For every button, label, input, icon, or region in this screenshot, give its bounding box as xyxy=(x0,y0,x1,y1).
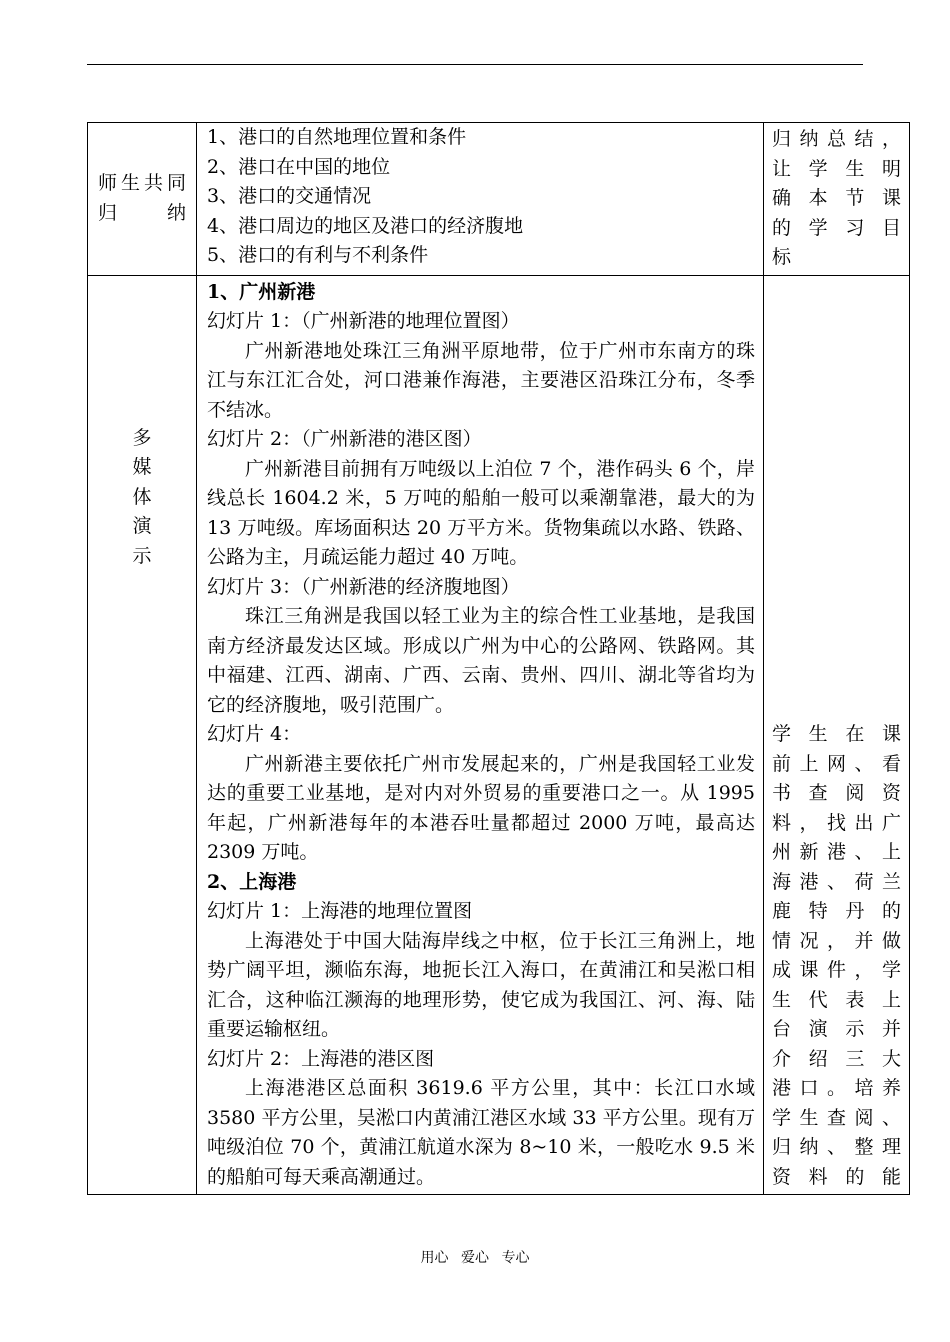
shanghai-paragraph: 上海港港区总面积 3619.6 平方公里，其中：长江口水域 3580 平方公里，吴淞口内黄浦江港区水域 33 平方公里。现有万吨级泊位 70 个，黄浦江航道水深为 8~10 米，一般吃水 9.5 米的船舶可每天乘高潮通过。 xyxy=(207,1077,755,1188)
multimedia-label-char: 演 xyxy=(132,515,152,537)
multimedia-content-cell xyxy=(197,275,764,1195)
multimedia-note-line: 情况，并做 xyxy=(772,929,901,952)
multimedia-note-line: 归纳、整理 xyxy=(772,1136,901,1158)
summary-note-cell xyxy=(764,123,910,276)
multimedia-note-line: 海港、荷兰 xyxy=(772,870,901,893)
multimedia-note-line: 生代表上 xyxy=(772,988,901,1011)
footer-text: 专心 xyxy=(501,1250,530,1266)
header-rule xyxy=(87,64,863,65)
slide-label: 幻灯片 1：（广州新港的地理位置图） xyxy=(207,310,520,332)
summary-note-line: 让学生明 xyxy=(772,157,901,180)
footer-text: 用心 xyxy=(420,1250,449,1266)
multimedia-label-char: 媒 xyxy=(132,456,152,478)
summary-item: 3、港口的交通情况 xyxy=(207,185,372,207)
multimedia-note-line: 鹿特丹的 xyxy=(772,900,901,922)
multimedia-note-line: 台演示并 xyxy=(772,1018,901,1040)
multimedia-note-cell xyxy=(764,275,910,1195)
multimedia-note-line: 介绍三大 xyxy=(772,1047,901,1070)
slide-label: 幻灯片 3：（广州新港的经济腹地图） xyxy=(207,575,520,598)
multimedia-note-line: 料，找出广 xyxy=(772,811,901,834)
multimedia-note-line: 学生在课 xyxy=(772,723,901,745)
lesson-plan-table xyxy=(87,122,910,1195)
summary-label-line2: 归 纳 xyxy=(98,201,186,224)
multimedia-note-line: 学生查阅、 xyxy=(772,1106,901,1129)
summary-note-line: 标 xyxy=(772,246,792,268)
shanghai-heading: 2、上海港 xyxy=(207,870,297,893)
slide-label: 幻灯片 1：上海港的地理位置图 xyxy=(207,900,473,922)
footer-text: 爱心 xyxy=(461,1250,489,1266)
guangzhou-paragraph: 珠江三角洲是我国以轻工业为主的综合性工业基地，是我国南方经济最发达区域。形成以广州为中心的公路网、铁路网。其中福建、江西、湖南、广西、云南、贵州、四川、湖北等省均为它的经济腹地，吸引范围广。 xyxy=(207,605,755,716)
multimedia-row xyxy=(88,275,910,1195)
summary-item: 4、港口周边的地区及港口的经济腹地 xyxy=(207,214,524,237)
shanghai-paragraph: 上海港处于中国大陆海岸线之中枢，位于长江三角洲上，地势广阔平坦，濒临东海，地扼长江入海口，在黄浦江和吴淞口相汇合，这种临江濒海的地理形势，使它成为我国江、河、海、陆重要运输枢纽。 xyxy=(207,929,755,1040)
guangzhou-paragraph: 广州新港目前拥有万吨级以上泊位 7 个，港作码头 6 个，岸线总长 1604.2 米，5 万吨的船舶一般可以乘潮靠港，最大的为 13 万吨级。库场面积达 20 万平方米。货物集疏以水路、铁路、公路为主，月疏运能力超过 40 万吨。 xyxy=(207,457,755,568)
multimedia-label-char: 示 xyxy=(132,544,152,567)
multimedia-note-line: 书查阅资 xyxy=(772,782,901,804)
summary-item: 2、港口在中国的地位 xyxy=(207,155,391,178)
summary-note-line: 归纳总结， xyxy=(772,128,901,150)
summary-item: 1、港口的自然地理位置和条件 xyxy=(207,126,467,148)
multimedia-label-cell xyxy=(88,275,197,1195)
multimedia-note-line: 成课件，学 xyxy=(772,959,901,981)
multimedia-note-line: 州新港、上 xyxy=(772,841,901,863)
multimedia-label xyxy=(88,276,196,572)
summary-label-cell xyxy=(88,123,197,276)
summary-item: 5、港口的有利与不利条件 xyxy=(207,244,429,266)
summary-note-line: 确本节课 xyxy=(772,187,901,209)
summary-items-cell xyxy=(197,123,764,276)
summary-row xyxy=(88,123,910,276)
slide-label: 幻灯片 2：（广州新港的港区图） xyxy=(207,428,482,450)
summary-note-line: 的学习目 xyxy=(772,216,901,239)
multimedia-note-line: 资料的能 xyxy=(772,1165,901,1188)
slide-label: 幻灯片 4： xyxy=(207,723,302,745)
multimedia-label-char: 体 xyxy=(132,485,152,508)
multimedia-note-line: 港口。培养 xyxy=(772,1077,901,1099)
page-footer xyxy=(0,1247,950,1267)
multimedia-note-line: 前上网、看 xyxy=(772,752,901,775)
guangzhou-heading: 1、广州新港 xyxy=(207,280,316,303)
multimedia-label-char: 多 xyxy=(132,426,152,449)
summary-label-line1: 师生共同 xyxy=(98,172,186,195)
slide-label: 幻灯片 2：上海港的港区图 xyxy=(207,1047,435,1070)
guangzhou-paragraph: 广州新港主要依托广州市发展起来的，广州是我国轻工业发达的重要工业基地，是对内对外贸易的重要港口之一。从 1995 年起，广州新港每年的本港吞吐量都超过 2000 万吨，最高达 2309 万吨。 xyxy=(207,752,755,863)
guangzhou-paragraph: 广州新港地处珠江三角洲平原地带，位于广州市东南方的珠江与东江汇合处，河口港兼作海港，主要港区沿珠江分布，冬季不结冰。 xyxy=(207,339,755,421)
